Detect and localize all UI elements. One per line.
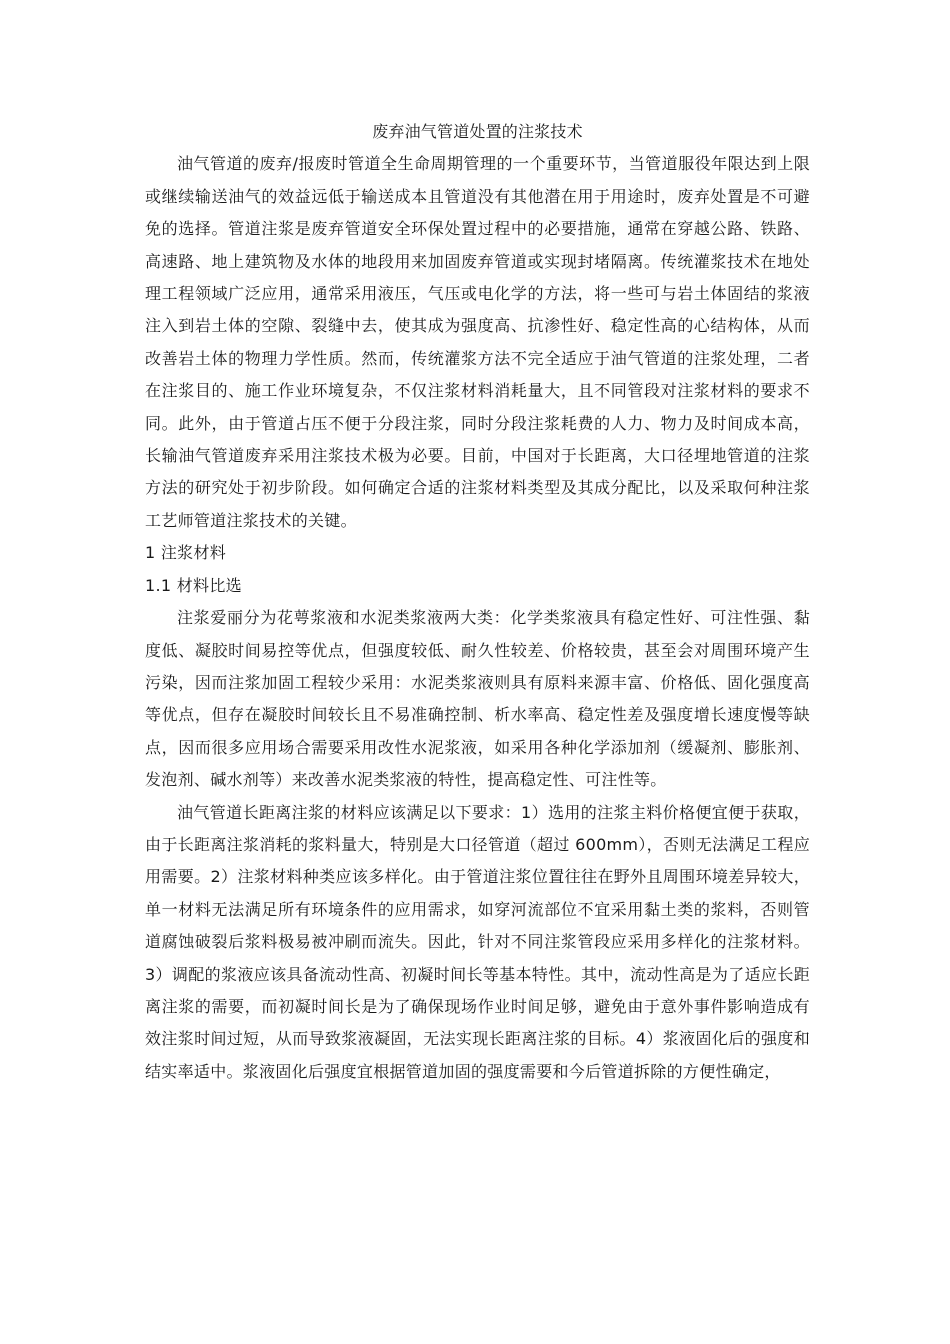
document-title: 废弃油气管道处置的注浆技术 [372, 122, 583, 141]
subsection-heading-1-1: 1.1 材料比选 [145, 575, 242, 595]
section-heading-1: 1 注浆材料 [145, 543, 227, 563]
paragraph-intro: 油气管道的废弃/报废时管道全生命周期管理的一个重要环节，当管道服役年限达到上限或继续输送油气的效益远低于输送成本且管道没有其他潜在用于用途时，废弃处置是不可避免的选择。管道注浆是废弃管道安全环保处置过程中的必要措施，通常在穿越公路、铁路、高速路、地上建筑物及水体的地段用来加固废弃管道或实现封堵隔离。传统灌浆技术在地处理工程领域广泛应用，通常采用液压，气压或电化学的方法，将一些可与岩土体固结的浆液注入到岩土体的空隙、裂缝中去，使其成为强度高、抗渗性好、稳定性高的心结构体，从而改善岩土体的物理力学性质。然而，传统灌浆方法不完全适应于油气管道的注浆处理，二者在注浆目的、施工作业环境复杂，不仅注浆材料消耗量大，且不同管段对注浆材料的要求不同。此外，由于管道占压不便于分段注浆，同时分段注浆耗费的人力、物力及时间成本高，长输油气管道废弃采用注浆技术极为必要。目前，中国对于长距离，大口径埋地管道的注浆方法的研究处于初步阶段。如何确定合适的注浆材料类型及其成分配比，以及采取何种注浆工艺师管道注浆技术的关键。 [145, 154, 810, 530]
paragraph-material-requirements: 油气管道长距离注浆的材料应该满足以下要求：1）选用的注浆主料价格便宜便于获取，由于长距离注浆消耗的浆料量大，特别是大口径管道（超过 600mm），否则无法满足工程应用需要。2）注浆材料种类应该多样化。由于管道注浆位置往往在野外且周围环境差异较大，单一材料无法满足所有环境条件的应用需求，如穿河流部位不宜采用黏土类的浆料，否则管道腐蚀破裂后浆料极易被冲刷而流失。因此，针对不同注浆管段应采用多样化的注浆材料。3）调配的浆液应该具备流动性高、初凝时间长等基本特性。其中，流动性高是为了适应长距离注浆的需要，而初凝时间长是为了确保现场作业时间足够，避免由于意外事件影响造成有效注浆时间过短，从而导致浆液凝固，无法实现长距离注浆的目标。4）浆液固化后的强度和结实率适中。浆液固化后强度宜根据管道加固的强度需要和今后管道拆除的方便性确定， [145, 802, 810, 1081]
paragraph-grout-types: 注浆爱丽分为花萼浆液和水泥类浆液两大类：化学类浆液具有稳定性好、可注性强、黏度低、凝胶时间易控等优点，但强度较低、耐久性较差、价格较贵，甚至会对周围环境产生污染，因而注浆加固工程较少采用：水泥类浆液则具有原料来源丰富、价格低、固化强度高等优点，但存在凝胶时间较长且不易准确控制、析水率高、稳定性差及强度增长速度慢等缺点，因而很多应用场合需要采用改性水泥浆液，如采用各种化学添加剂（缓凝剂、膨胀剂、发泡剂、碱水剂等）来改善水泥类浆液的特性，提高稳定性、可注性等。 [145, 608, 810, 790]
document-body [145, 116, 810, 1088]
